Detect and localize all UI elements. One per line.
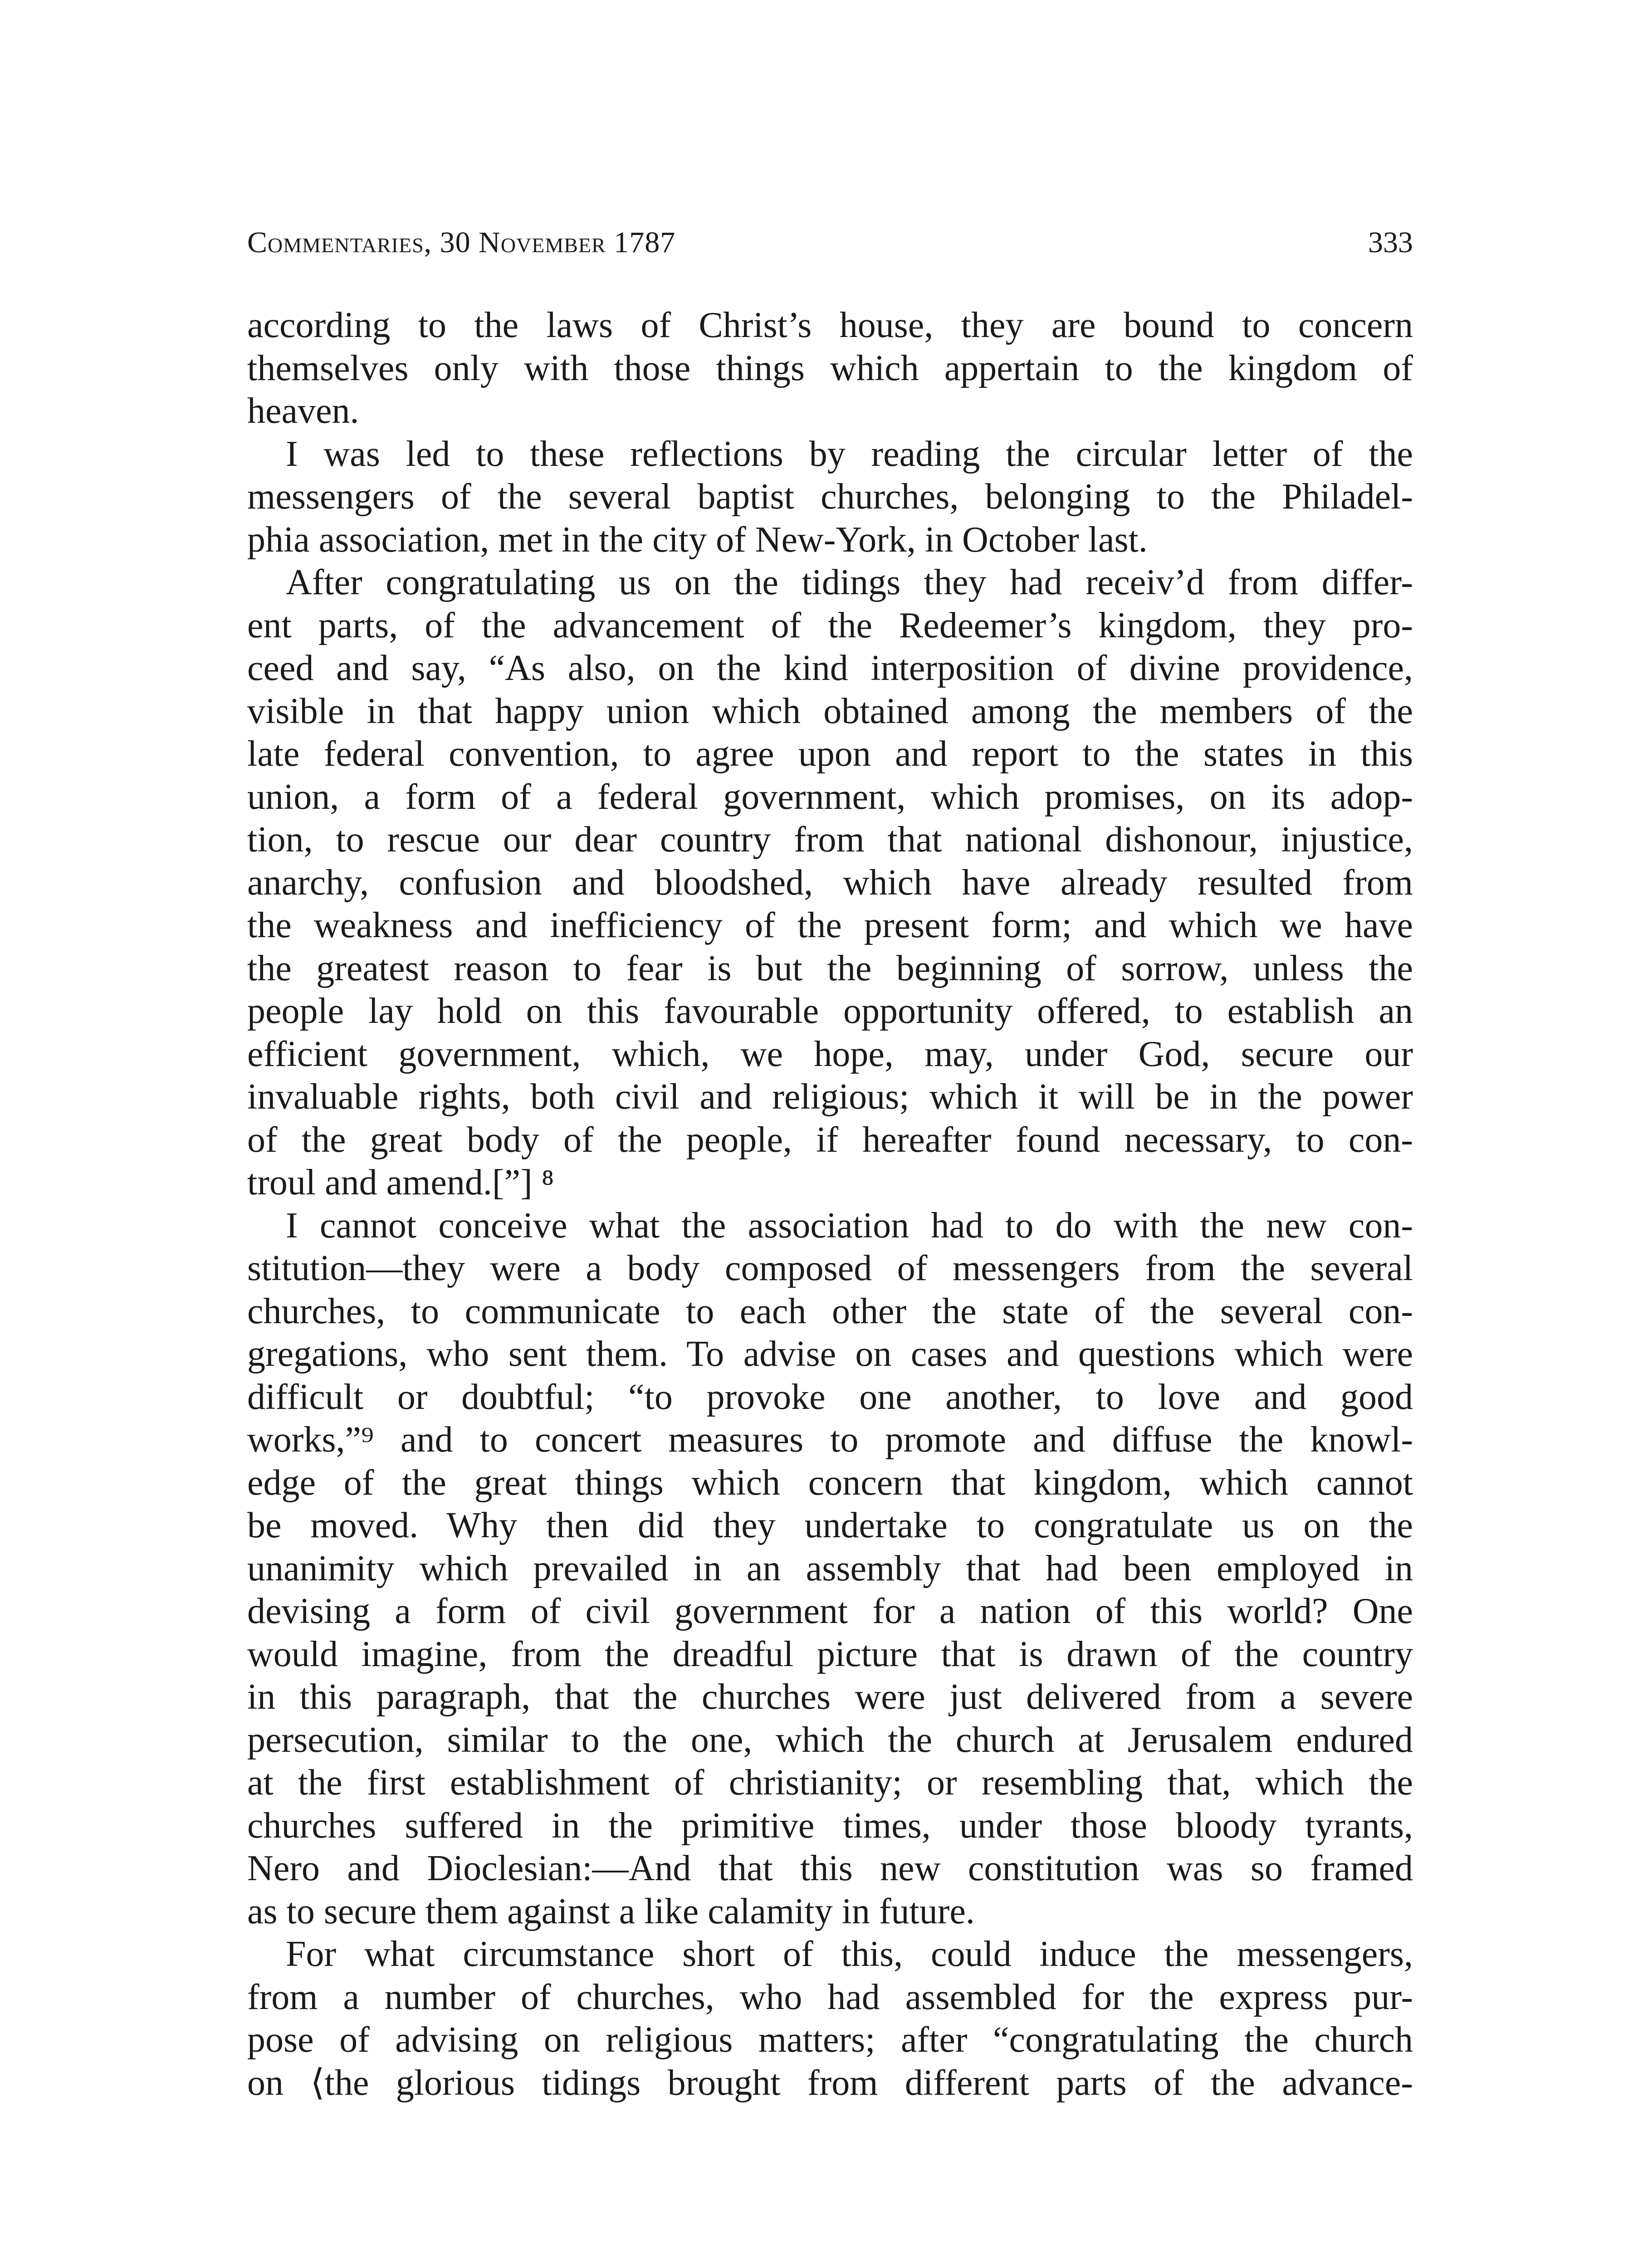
text-line: churches, to communicate to each other the state of the several con- <box>247 1291 1413 1331</box>
text-line: tion, to rescue our dear country from that national dishonour, injustice, <box>247 820 1413 860</box>
text-line: After congratulating us on the tidings they had receiv’d from differ- <box>286 562 1413 602</box>
text-line: union, a form of a federal government, which promises, on its adop- <box>247 777 1413 817</box>
text-line: people lay hold on this favourable opportunity offered, to establish an <box>247 991 1413 1031</box>
page-number: 333 <box>1368 226 1413 259</box>
text-line: at the first establishment of christianity; or resembling that, which the <box>247 1763 1413 1803</box>
text-line: invaluable rights, both civil and religious; which it will be in the power <box>247 1077 1413 1117</box>
running-head <box>247 222 1413 263</box>
text-line: the weakness and inefficiency of the present form; and which we have <box>247 905 1413 945</box>
text-line: on ⟨the glorious tidings brought from different parts of the advance- <box>247 2063 1413 2103</box>
text-line: Nero and Dioclesian:—And that this new constitution was so framed <box>247 1848 1413 1888</box>
running-head-title: Commentaries, 30 November 1787 <box>247 226 676 259</box>
text-line: be moved. Why then did they undertake to congratulate us on the <box>247 1505 1413 1545</box>
text-line: messengers of the several baptist churches, belonging to the Philadel- <box>247 477 1413 517</box>
text-line: difficult or doubtful; “to provoke one another, to love and good <box>247 1377 1413 1417</box>
text-line: ceed and say, “As also, on the kind interposition of divine providence, <box>247 648 1413 688</box>
text-line: phia association, met in the city of New-York, in October last. <box>247 519 1148 560</box>
text-line: devising a form of civil government for a nation of this world? One <box>247 1591 1413 1631</box>
text-line: I was led to these reflections by reading the circular letter of the <box>286 434 1413 474</box>
text-line: would imagine, from the dreadful picture that is drawn of the country <box>247 1634 1413 1674</box>
text-line: in this paragraph, that the churches were just delivered from a severe <box>247 1677 1413 1717</box>
text-line: from a number of churches, who had assembled for the express pur- <box>247 1977 1413 2017</box>
text-line: late federal convention, to agree upon and report to the states in this <box>247 734 1413 774</box>
text-line: I cannot conceive what the association had to do with the new con- <box>286 1205 1413 1246</box>
text-line: heaven. <box>247 391 359 431</box>
text-line: themselves only with those things which appertain to the kingdom of <box>247 348 1413 388</box>
text-line: persecution, similar to the one, which the church at Jerusalem endured <box>247 1720 1413 1760</box>
text-line: ent parts, of the advancement of the Redeemer’s kingdom, they pro- <box>247 605 1413 645</box>
text-line: of the great body of the people, if hereafter found necessary, to con- <box>247 1119 1413 1160</box>
body-text <box>247 304 1413 2104</box>
text-line: pose of advising on religious matters; after “congratulating the church <box>247 2020 1413 2060</box>
text-line: gregations, who sent them. To advise on cases and questions which were <box>247 1334 1413 1374</box>
text-line: according to the laws of Christ’s house, they are bound to concern <box>247 305 1413 345</box>
text-line: churches suffered in the primitive times, under those bloody tyrants, <box>247 1805 1413 1846</box>
text-line: stitution—they were a body composed of messengers from the several <box>247 1248 1413 1288</box>
text-line: as to secure them against a like calamity in future. <box>247 1891 975 1931</box>
text-line: efficient government, which, we hope, may, under God, secure our <box>247 1034 1413 1074</box>
text-line: unanimity which prevailed in an assembly that had been employed in <box>247 1548 1413 1589</box>
text-line: edge of the great things which concern that kingdom, which cannot <box>247 1462 1413 1503</box>
text-line: For what circumstance short of this, could induce the messengers, <box>286 1934 1413 1974</box>
text-line: visible in that happy union which obtained among the members of the <box>247 691 1413 731</box>
text-line: anarchy, confusion and bloodshed, which have already resulted from <box>247 862 1413 903</box>
text-line: works,”⁹ and to concert measures to promote and diffuse the knowl- <box>247 1420 1413 1460</box>
text-line: troul and amend.[”] ⁸ <box>247 1163 554 1202</box>
text-line: the greatest reason to fear is but the beginning of sorrow, unless the <box>247 948 1413 988</box>
